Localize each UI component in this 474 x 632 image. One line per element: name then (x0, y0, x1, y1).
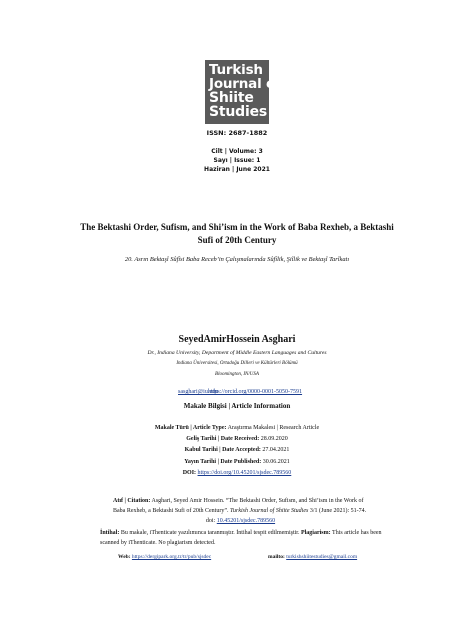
author-orcid-link[interactable]: https://orcid.org/0000-0001-5050-7591 (208, 389, 303, 395)
citation-tail: 3/1 (June 2021): 51-74. (309, 508, 367, 514)
doi-row (0, 468, 474, 479)
article-title: The Bektashi Order, Sufism, and Shi’ism in the Work of Baba Rexheb, a Bektashi Sufi of 20th Century (80, 222, 394, 245)
date-line: Haziran | June 2021 (204, 166, 270, 173)
issue-line: Sayı | Issue: 1 (213, 157, 261, 164)
plagiarism-label-tr: İntihal: (100, 530, 120, 536)
footer-web-label: Web: (118, 554, 131, 560)
citation-text: Asghari, Seyed Amir Hossein. “The Bektashi Order, Sufism, and Shi’ism in the Work of Baba Rexheb, a Bektashi Sufi of 20th Century”. (113, 498, 364, 514)
logo-line-4: Studies (209, 104, 267, 120)
published-label: Yayın Tarihi | Date Published: (184, 458, 262, 465)
citation-journal: Turkish Journal of Shiite Studies (229, 508, 309, 514)
received-value: 28.09.2020 (260, 436, 288, 443)
plagiarism-text-en: This article has been scanned by iThenticate. No plagiarism detected. (100, 530, 382, 546)
logo-line-2: Journal of (209, 76, 281, 92)
volume-line: Cilt | Volume: 3 (211, 148, 263, 155)
citation-doi-line (113, 516, 368, 526)
accepted-value: 27.04.2021 (262, 447, 290, 454)
footer-web-link[interactable]: https://dergipark.org.tr/tr/pub/sjsdec (131, 554, 212, 560)
doi-link[interactable]: https://doi.org/10.45201/sjsdec.789560 (197, 469, 292, 476)
author-affiliation: Dr., Indiana University, Department of Middle Eastern Languages and Cultures (147, 350, 327, 356)
accepted-row (0, 445, 474, 456)
doi-label: DOI: (182, 469, 197, 476)
journal-logo (205, 60, 281, 124)
published-row (0, 457, 474, 468)
issn: ISSN: 2687-1882 (206, 129, 268, 137)
received-row (0, 434, 474, 445)
footer-mail (268, 554, 357, 560)
author-name: SeyedAmirHossein Asghari (178, 334, 296, 345)
article-type-label: Makale Türü | Article Type: (154, 425, 227, 431)
citation-label: Atıf | Citation: (113, 498, 151, 504)
article-subtitle: 20. Asrın Bektaşî Sûfîsi Baba Receb’in Çalışmalarında Sûfîlik, Şiîlik ve Bektaşî Tarîkatı (124, 256, 350, 263)
footer-mail-label: mailto: (268, 554, 285, 560)
author-affiliation-tr: Indiana Üniversitesi, Ortadoğu Dilleri ve Kültürleri Bölümü (176, 361, 298, 366)
citation-doi-prefix: doi: (205, 518, 216, 524)
plagiarism-block (100, 528, 390, 548)
footer-web (118, 554, 211, 560)
article-info-heading: Makale Bilgisi | Article Information (183, 402, 291, 410)
plagiarism-text-tr: Bu makale, iThenticate yazılımınca taranmıştır. İntihal tespit edilmemiştir. (120, 530, 300, 536)
received-label: Geliş Tarihi | Date Received: (186, 436, 260, 443)
logo-line-1: Turkish (209, 62, 263, 78)
author-email-link[interactable]: sasghari@iu.edu (178, 389, 219, 395)
author-location: Bloomington, IN/USA (215, 372, 259, 377)
plagiarism-label-en: Plagiarism: (300, 530, 331, 536)
article-type-value: Araştırma Makalesi | Research Article (227, 425, 320, 431)
accepted-label: Kabul Tarihi | Date Accepted: (184, 447, 261, 454)
citation-doi-link[interactable]: 10.45201/sjsdec.789560 (216, 518, 276, 524)
citation-block (113, 496, 368, 526)
published-value: 30.06.2021 (262, 458, 290, 465)
article-info-block (0, 423, 474, 479)
logo-line-3: Shiite (209, 90, 254, 106)
article-type-row (0, 423, 474, 434)
footer-mail-link[interactable]: turkishshiitestudies@gmail.com (286, 554, 358, 560)
